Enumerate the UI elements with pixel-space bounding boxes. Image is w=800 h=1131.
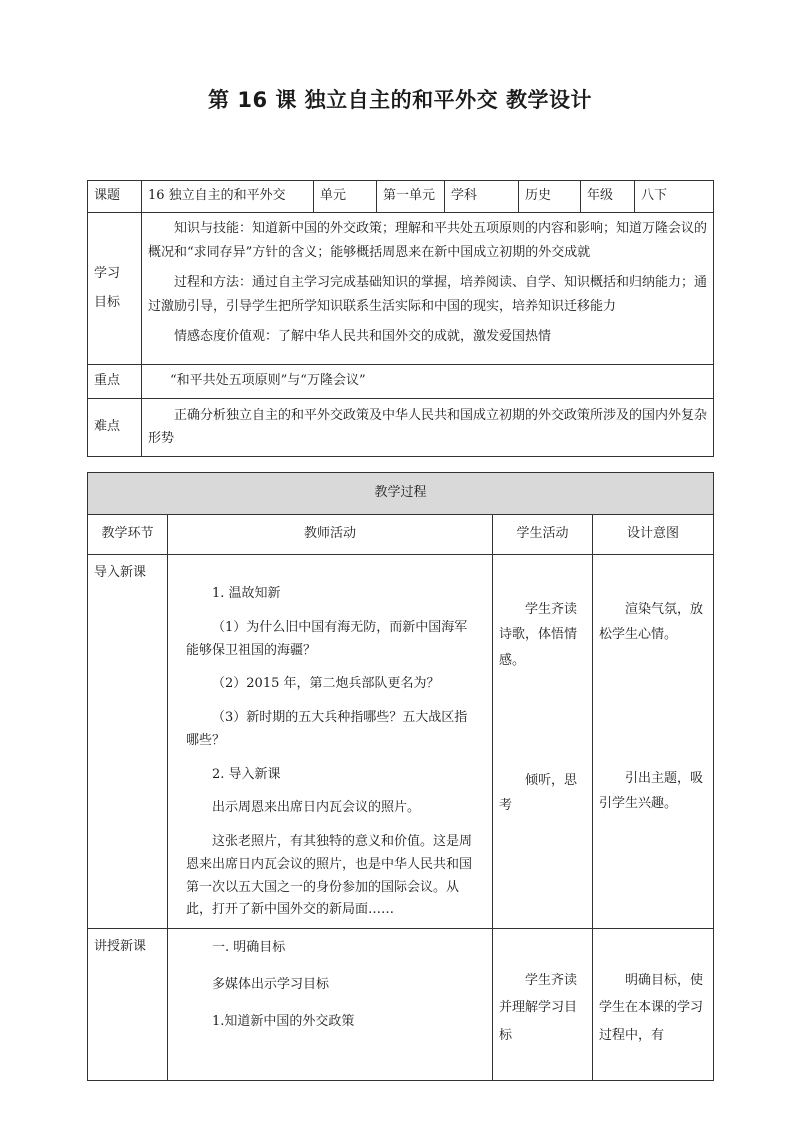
- col-student: 学生活动: [493, 515, 593, 555]
- stage-new: 讲授新课: [88, 929, 168, 1081]
- intro-t4: （3）新时期的五大兵种指哪些？五大战区指哪些？: [186, 710, 468, 748]
- label-unit: 单元: [314, 181, 377, 213]
- process-header: 教学过程: [88, 473, 714, 515]
- col-stage: 教学环节: [88, 515, 168, 555]
- intro-d1: 渲染气氛，放松学生心情。: [599, 602, 704, 643]
- col-design: 设计意图: [593, 515, 714, 555]
- col-teacher: 教师活动: [168, 515, 493, 555]
- stage-intro: 导入新课: [88, 555, 168, 929]
- value-unit: 第一单元: [377, 181, 445, 213]
- label-goal: 学习 目标: [88, 213, 142, 365]
- page-title: 第 16 课 独立自主的和平外交 教学设计: [208, 88, 592, 112]
- value-topic: 16 独立自主的和平外交: [142, 181, 314, 213]
- intro-d2: 引出主题，吸引学生兴趣。: [599, 770, 704, 812]
- new-t3: 1.知道新中国的外交政策: [212, 1013, 355, 1029]
- goal-emotion: 情感态度价值观：了解中华人民共和国外交的成就，激发爱国热情: [174, 329, 552, 345]
- label-difficulty: 难点: [88, 399, 142, 457]
- intro-teacher: [168, 555, 493, 929]
- new-d1: 明确目标，使学生在本课的学习过程中，有: [599, 973, 704, 1043]
- difficulty-text: 正确分析独立自主的和平外交政策及中华人民共和国成立初期的外交政策所涉及的国内外复杂形势: [148, 407, 708, 446]
- new-t1: 一. 明确目标: [212, 940, 286, 955]
- intro-s2: 倾听，思考: [499, 773, 578, 814]
- process-table: [87, 472, 714, 1081]
- goal-knowledge: 知识与技能：知道新中国的外交政策；理解和平共处五项原则的内容和影响；知道万隆会议的概况和“求同存异”方针的含义；能够概括周恩来在新中国成立初期的外交成就: [148, 221, 708, 261]
- intro-t2: （1）为什么旧中国有海无防，而新中国海军能够保卫祖国的海疆？: [186, 619, 468, 658]
- intro-t5: 2. 导入新课: [212, 766, 281, 782]
- new-t2: 多媒体出示学习目标: [212, 976, 330, 992]
- new-design: [593, 929, 714, 1081]
- value-grade: 八下: [635, 181, 714, 213]
- value-subject: 历史: [519, 181, 581, 213]
- intro-design: [593, 555, 714, 929]
- new-teacher: [168, 929, 493, 1081]
- intro-t1: 1. 温故知新: [212, 586, 281, 601]
- label-grade: 年级: [581, 181, 635, 213]
- intro-s1: 学生齐读诗歌，体悟情感。: [499, 602, 578, 668]
- label-subject: 学科: [445, 181, 519, 213]
- info-table: [87, 180, 714, 457]
- intro-t3: （2）2015 年，第二炮兵部队更名为？: [212, 676, 440, 692]
- new-student: [493, 929, 593, 1081]
- intro-t6: 出示周恩来出席日内瓦会议的照片。: [212, 800, 421, 816]
- goal-method: 过程和方法：通过自主学习完成基础知识的掌握，培养阅读、自学、知识概括和归纳能力；通过激励引导，引导学生把所学知识联系生活实际和中国的现实，培养知识迁移能力: [148, 275, 708, 315]
- label-key: 重点: [88, 365, 142, 399]
- value-difficulty: [142, 399, 714, 457]
- intro-t7: 这张老照片，有其独特的意义和价值。这是周恩来出席日内瓦会议的照片，也是中华人民共和国第一次以五大国之一的身份参加的国际会议。从此，打开了新中国外交的新局面……: [186, 834, 473, 918]
- new-s1: 学生齐读并理解学习目标: [499, 973, 578, 1043]
- value-key: “和平共处五项原则”与“万隆会议”: [142, 365, 714, 399]
- label-topic: 课题: [88, 181, 142, 213]
- intro-student: [493, 555, 593, 929]
- goal-content: [142, 213, 714, 365]
